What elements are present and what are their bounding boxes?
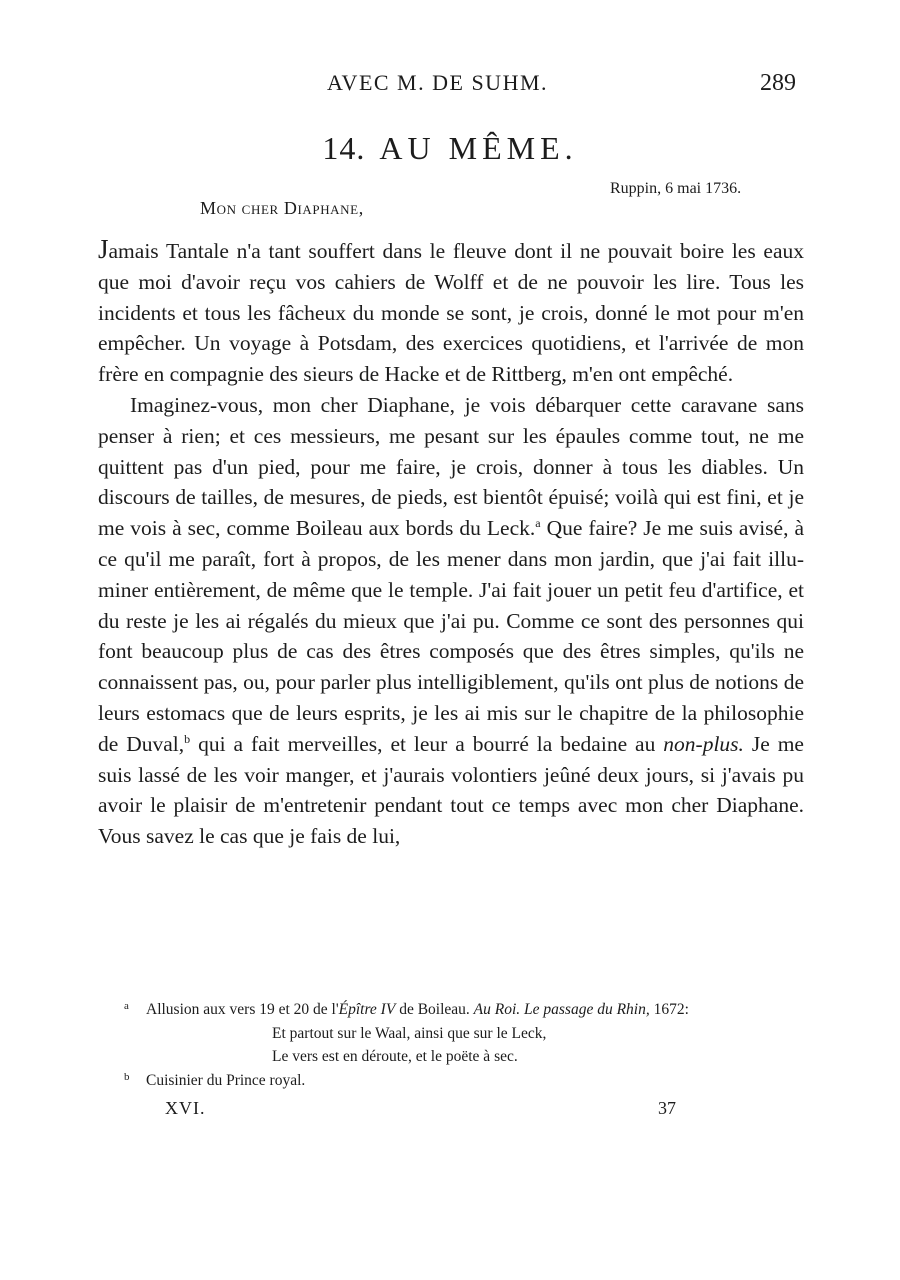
- letter-body: [98, 234, 804, 852]
- letter-title: AU MÊME.: [379, 130, 578, 166]
- footnote-a-italic-2: Au Roi. Le passage du Rhin,: [473, 1001, 650, 1018]
- letter-heading: [0, 130, 900, 167]
- footnote-b: [124, 1069, 824, 1093]
- footnote-a-text-1: Allusion aux vers 19 et 20 de l': [146, 1001, 339, 1018]
- running-title: AVEC M. DE SUHM.: [327, 70, 549, 95]
- paragraph-2-text-c: qui a fait merveilles, et leur a bourré la bedaine au: [190, 731, 664, 756]
- footnote-mark-b: b: [124, 1070, 130, 1083]
- paragraph-1-text: amais Tantale n'a tant souffert dans le fleuve dont il ne pouvait boire les eaux que moi d'avoir reçu vos cahiers de Wolff et de ne pouvoir les lire. Tous les incidents et tous les fâcheux du monde se sont, je crois, donné le mot pour m'en empêcher. Un voyage à Potsdam, des exercices quotidiens, et l'arrivée de mon frère en compagnie des sieurs de Hacke et de Rittberg, m'en ont empêché.: [98, 239, 804, 387]
- dateline: Ruppin, 6 mai 1736.: [610, 180, 742, 197]
- footnote-a-verse-2: Le vers est en déroute, et le poëte à sec.: [272, 1048, 518, 1065]
- salutation: Mon cher Diaphane,: [200, 198, 364, 218]
- footnote-mark-a: a: [124, 1000, 129, 1012]
- footnote-a-italic-1: Épître IV: [338, 1001, 396, 1018]
- footnote-ref-b[interactable]: b: [184, 731, 191, 746]
- page-number: 289: [760, 70, 796, 96]
- volume-signature: XVI.: [165, 1098, 206, 1118]
- paragraph-2-text-d: Je me suis lassé de les voir manger, et j'aurais volontiers jeûné deux jours, si j'avais pu avoir le plaisir de m'entretenir pendant tout ce temps avec mon cher Diaphane. Vous savez le cas que je fais de lui,: [98, 731, 804, 849]
- letter-number: 14.: [322, 130, 366, 166]
- footnote-a: [124, 998, 824, 1022]
- footnote-a-text-3: 1672:: [649, 1001, 689, 1018]
- footnote-ref-a[interactable]: a: [535, 516, 541, 531]
- running-head: [0, 62, 900, 102]
- footnote-a-verse-1: Et partout sur le Waal, ainsi que sur le Leck,: [272, 1024, 547, 1042]
- paragraph-1: [98, 234, 804, 390]
- footnotes: [124, 998, 824, 1092]
- paragraph-2-text-b: Que faire? Je me suis avisé, à ce qu'il me paraît, fort à propos, de les mener dans mon jardin, que j'ai fait illuminer entièrement, de même que le temple. J'ai fait jouer un petit feu d'artifice, et du reste je les ai régalés du mieux que j'ai pu. Comme ce sont des personnes qui font beaucoup plus de cas des êtres composés que des êtres simples, qu'ils ne connaissent pas, ou, pour parler plus intelligiblement, qu'ils ont plus de notions de leurs estomacs que de leurs esprits, je les ai mis sur le chapitre de la philosophie de Duval,: [98, 516, 805, 756]
- sheet-signature: 37: [658, 1098, 676, 1118]
- italic-phrase: non-plus.: [663, 731, 744, 756]
- footnote-a-text-2: de Boileau.: [395, 1001, 474, 1018]
- footnote-b-text: Cuisinier du Prince royal.: [146, 1071, 306, 1089]
- initial-letter: J: [98, 234, 109, 264]
- paragraph-2: [98, 390, 804, 852]
- paragraph-2-text-a: Imaginez-vous, mon cher Diaphane, je vois débarquer cette caravane sans penser à rien; et ces messieurs, me pesant sur les épaules comme tout, ne me quittent pas d'un pied, pour me faire, je crois, donner à tous les diables. Un discours de tailles, de mesures, de pieds, est bientôt épuisé; voilà qui est fini, et je me vois à sec, comme Boileau aux bords du Leck.: [98, 392, 804, 541]
